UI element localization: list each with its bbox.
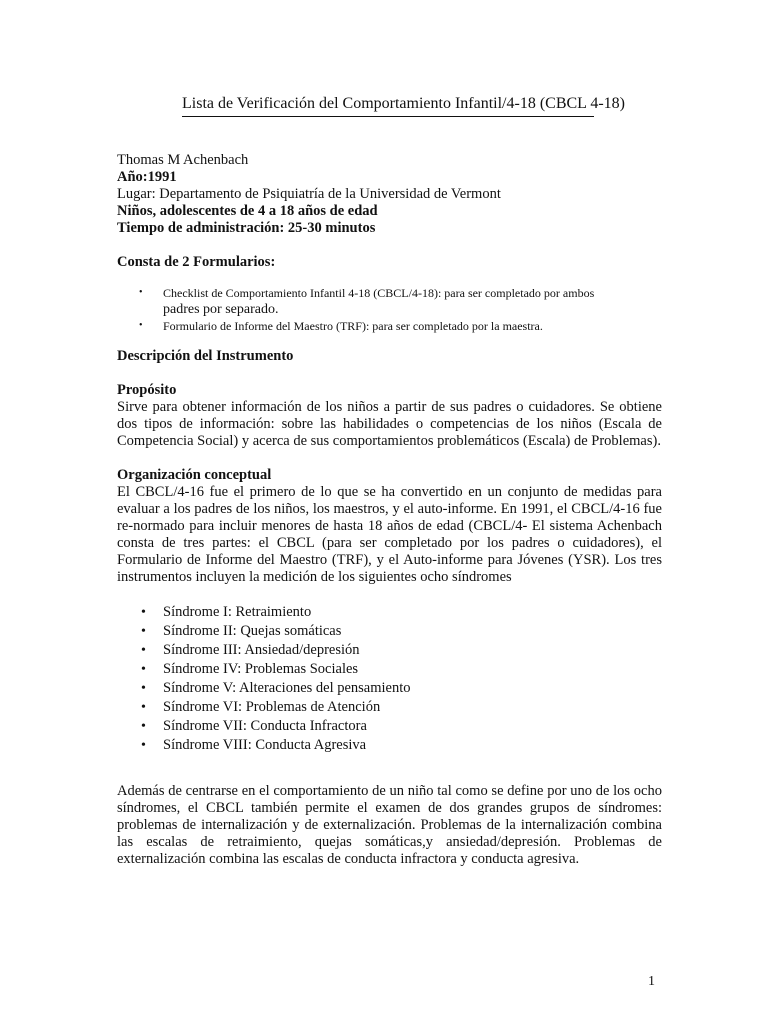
place: Lugar: Departamento de Psiquiatría de la Universidad de Vermont [117,186,501,202]
list-item [117,318,662,334]
purpose-paragraph: Sirve para obtener información de los niños a partir de sus padres o cuidadores. Se obtiene dos tipos de información: sobre las habilidades o competencias de los niños (Escala de Competencia Social) y acerca de sus comportamientos problemáticos (Escala) de Problemas). [117,399,662,449]
description-heading: Descripción del Instrumento [117,348,294,364]
list-item: • Síndrome VIII: Conducta Agresiva [117,736,662,755]
population: Niños, adolescentes de 4 a 18 años de edad [117,203,378,219]
page-number: 1 [648,974,655,989]
closing-paragraph: Además de centrarse en el comportamiento de un niño tal como se define por uno de los ocho síndromes, el CBCL también permite el examen de dos grandes grupos de síndromes: problemas de internalización y de externalización. Problemas de la internalización combina las escalas de retraimiento, quejas somáticas,y ansiedad/depresión. Problemas de externalización combina las escalas de conducta infractora y conducta agresiva. [117,783,662,867]
organization-paragraph: El CBCL/4-16 fue el primero de lo que se ha convertido en un conjunto de medidas para evaluar a los padres de los niños, los maestros, y el auto-informe. En 1991, el CBCL/4-16 fue re-normado para incluir menores de hasta 18 años de edad (CBCL/4- El sistema Achenbach consta de tres partes: el CBCL (para ser completado por los padres o cuidadores), el Formulario de Informe del Maestro (TRF), y el Auto-informe para Jóvenes (YSR). Los tres instrumentos incluyen la medición de los siguientes ocho síndromes [117,484,662,585]
document-body [117,152,662,868]
list-item: • Síndrome VI: Problemas de Atención [117,698,662,717]
list-item: • Síndrome IV: Problemas Sociales [117,660,662,679]
author: Thomas M Achenbach [117,152,249,168]
list-item: • Síndrome III: Ansiedad/depresión [117,641,662,660]
organization-heading: Organización conceptual [117,467,272,483]
forms-heading: Consta de 2 Formularios: [117,254,276,270]
form-item-continuation: padres por separado. [163,302,279,317]
list-item: • Síndrome VII: Conducta Infractora [117,717,662,736]
form-item-text: Checklist de Comportamiento Infantil 4-18 (CBCL/4-18): para ser completado por ambos [163,286,595,300]
title-underline [182,116,594,117]
purpose-heading: Propósito [117,382,177,398]
list-item [117,285,662,318]
list-item: • Síndrome II: Quejas somáticas [117,622,662,641]
forms-list [117,285,662,334]
list-item: • Síndrome I: Retraimiento [117,603,662,622]
syndromes-list [117,603,662,755]
year: Año:1991 [117,169,177,185]
administration-time: Tiempo de administración: 25-30 minutos [117,220,376,236]
document-title: Lista de Verificación del Comportamiento Infantil/4-18 (CBCL 4-18) [182,95,626,112]
form-item-text: Formulario de Informe del Maestro (TRF): para ser completado por la maestra. [163,319,543,333]
list-item: • Síndrome V: Alteraciones del pensamiento [117,679,662,698]
